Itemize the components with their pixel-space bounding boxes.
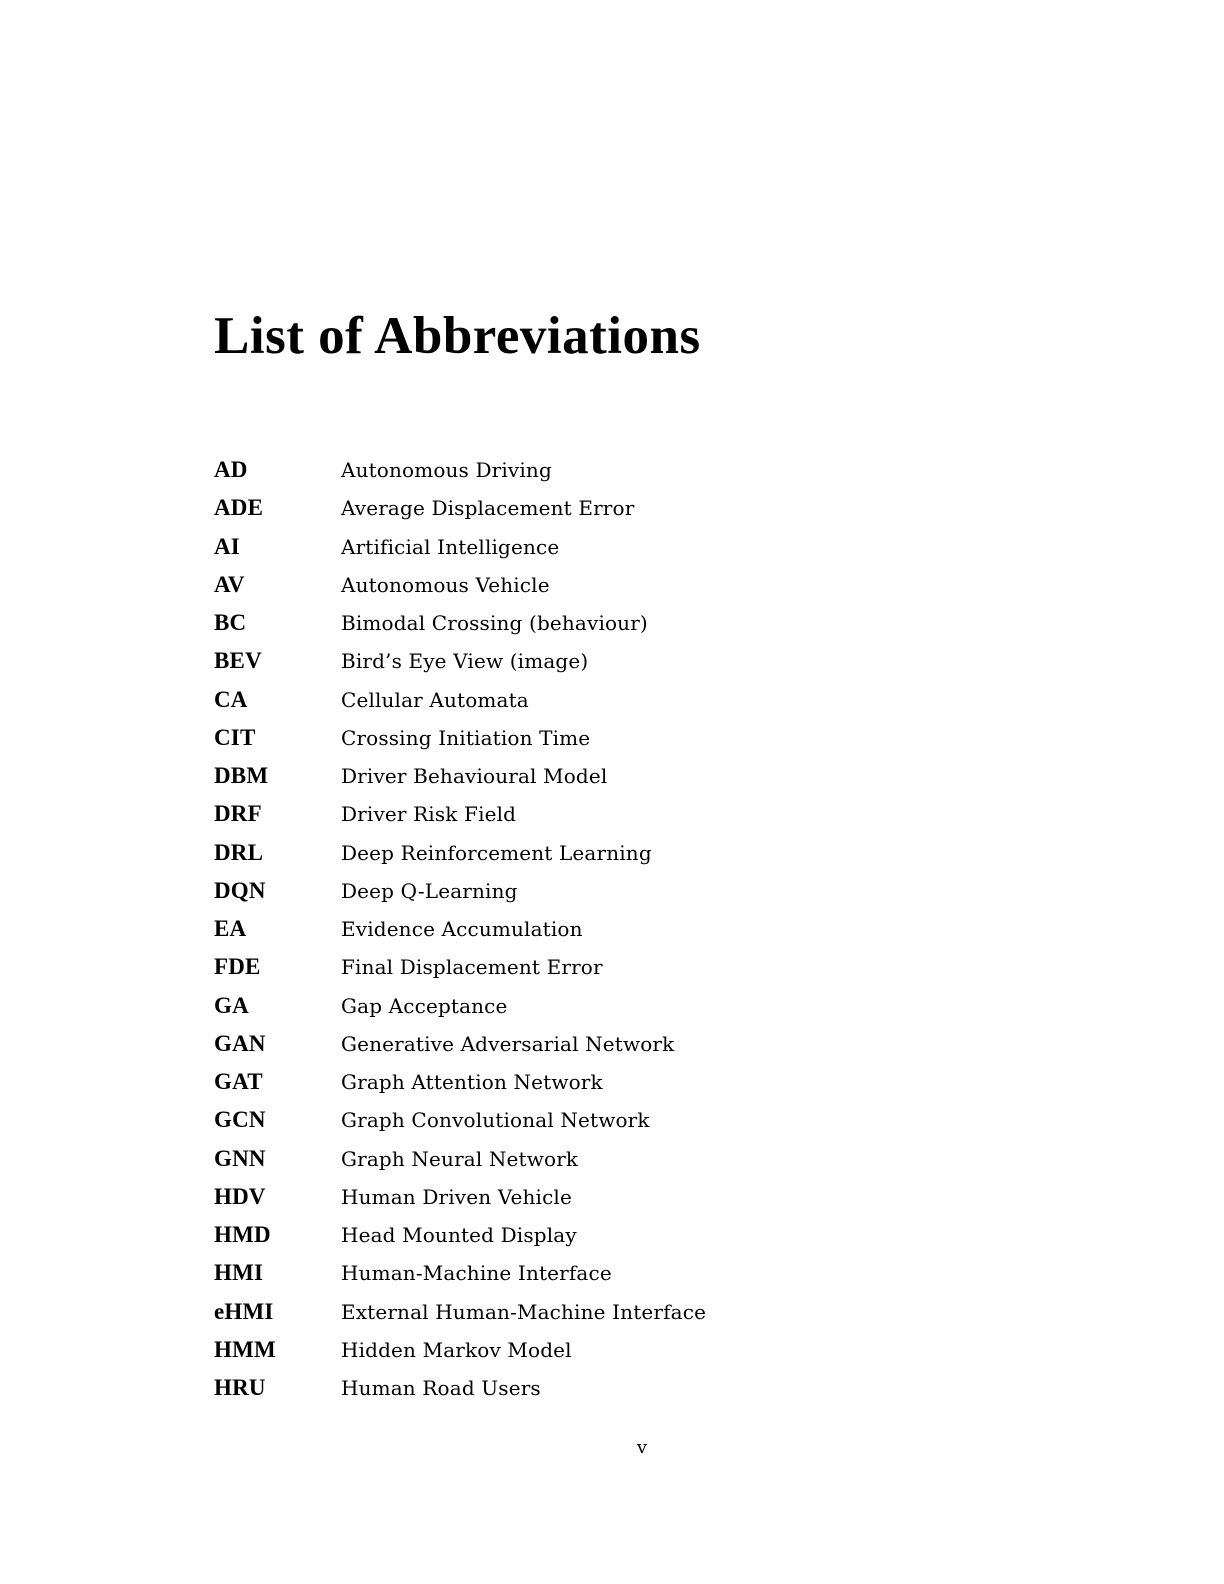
abbreviation-definition: External Human-Machine Interface <box>341 1299 707 1324</box>
abbreviation-row <box>214 528 706 566</box>
abbreviation-row <box>214 757 706 795</box>
abbreviation-row <box>214 1293 706 1331</box>
abbreviation-row <box>214 948 706 986</box>
abbreviation-definition: Final Displacement Error <box>341 955 603 980</box>
abbreviation-definition: Bird’s Eye View (image) <box>341 649 589 674</box>
abbreviation-term: CA <box>214 686 248 712</box>
abbreviation-term: ADE <box>214 495 264 521</box>
abbreviation-row <box>214 872 706 910</box>
abbreviation-row <box>214 489 706 527</box>
abbreviation-row <box>214 1063 706 1101</box>
abbreviation-row <box>214 1369 706 1407</box>
abbreviation-definition: Graph Neural Network <box>341 1146 579 1171</box>
abbreviation-term: HMD <box>214 1222 271 1248</box>
abbreviation-term: DQN <box>214 877 266 903</box>
abbreviation-term: GCN <box>214 1107 266 1133</box>
abbreviation-term: GAT <box>214 1069 263 1095</box>
abbreviation-term: GA <box>214 992 249 1018</box>
abbreviation-term: AI <box>214 533 240 559</box>
abbreviation-row <box>214 1254 706 1292</box>
page-number: v <box>636 1437 648 1458</box>
abbreviation-row <box>214 1140 706 1178</box>
abbreviation-term: BEV <box>214 648 262 674</box>
abbreviation-definition: Driver Behavioural Model <box>341 764 608 789</box>
abbreviation-definition: Gap Acceptance <box>341 993 508 1018</box>
abbreviation-term: HMI <box>214 1260 264 1286</box>
abbreviation-definition: Generative Adversarial Network <box>341 1031 675 1056</box>
abbreviation-term: DRL <box>214 839 264 865</box>
abbreviation-row <box>214 566 706 604</box>
abbreviation-definition: Deep Reinforcement Learning <box>341 840 652 865</box>
abbreviation-term: CIT <box>214 724 256 750</box>
abbreviation-term: FDE <box>214 954 261 980</box>
abbreviation-row <box>214 604 706 642</box>
abbreviation-definition: Autonomous Vehicle <box>341 572 550 597</box>
abbreviation-term: HMM <box>214 1336 276 1362</box>
abbreviation-term: DBM <box>214 763 269 789</box>
abbreviation-row <box>214 719 706 757</box>
abbreviation-definition: Driver Risk Field <box>341 802 517 827</box>
page-title: List of Abbreviations <box>214 307 701 365</box>
abbreviation-term: GNN <box>214 1145 266 1171</box>
abbreviation-row <box>214 451 706 489</box>
abbreviation-row <box>214 1178 706 1216</box>
abbreviation-row <box>214 834 706 872</box>
abbreviation-definition: Graph Attention Network <box>341 1070 603 1095</box>
abbreviation-definition: Autonomous Driving <box>341 458 552 483</box>
abbreviation-term: eHMI <box>214 1298 274 1324</box>
abbreviation-row <box>214 1101 706 1139</box>
abbreviation-row <box>214 795 706 833</box>
abbreviation-definition: Average Displacement Error <box>341 496 635 521</box>
abbreviation-row <box>214 910 706 948</box>
abbreviation-term: EA <box>214 916 247 942</box>
abbreviation-term: HDV <box>214 1183 266 1209</box>
abbreviation-list <box>214 451 706 1407</box>
abbreviation-definition: Graph Convolutional Network <box>341 1108 650 1133</box>
abbreviation-definition: Crossing Initiation Time <box>341 725 591 750</box>
abbreviation-term: AV <box>214 571 245 597</box>
abbreviation-definition: Head Mounted Display <box>341 1223 577 1248</box>
abbreviation-term: BC <box>214 610 247 636</box>
abbreviation-definition: Human Driven Vehicle <box>341 1184 572 1209</box>
abbreviation-definition: Cellular Automata <box>341 687 529 712</box>
abbreviation-definition: Bimodal Crossing (behaviour) <box>341 611 648 636</box>
abbreviation-row <box>214 1216 706 1254</box>
abbreviation-row <box>214 681 706 719</box>
abbreviation-row <box>214 1331 706 1369</box>
abbreviation-term: HRU <box>214 1375 266 1401</box>
abbreviation-row <box>214 1025 706 1063</box>
abbreviation-definition: Hidden Markov Model <box>341 1337 572 1362</box>
abbreviation-definition: Evidence Accumulation <box>341 917 583 942</box>
abbreviation-term: GAN <box>214 1030 266 1056</box>
abbreviation-definition: Human Road Users <box>341 1376 541 1401</box>
abbreviation-definition: Artificial Intelligence <box>341 534 560 559</box>
abbreviation-definition: Deep Q-Learning <box>341 878 518 903</box>
abbreviation-row <box>214 987 706 1025</box>
abbreviation-term: AD <box>214 457 248 483</box>
abbreviation-row <box>214 642 706 680</box>
abbreviation-definition: Human-Machine Interface <box>341 1261 612 1286</box>
abbreviation-term: DRF <box>214 801 262 827</box>
